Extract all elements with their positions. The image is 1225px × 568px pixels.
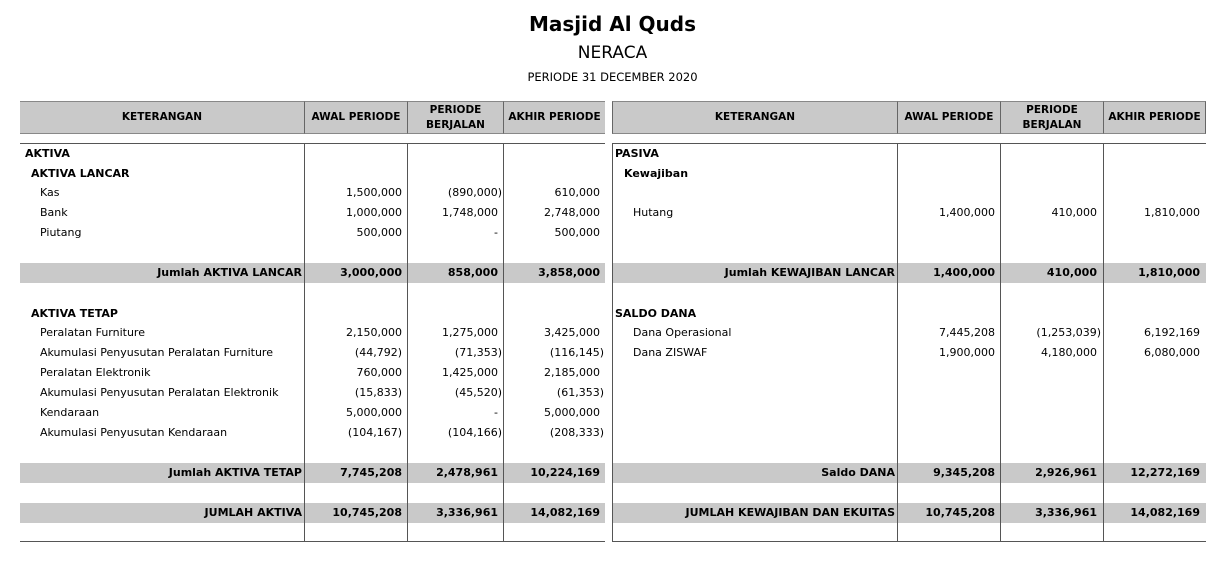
table-row: Hutang 1,400,000 410,000 1,810,000 [633,206,1200,219]
document-title: NERACA [577,43,648,63]
table-row: Akumulasi Penyusutan Peralatan Elektronik (15,833) (45,520) (61,353) [40,386,604,399]
subsection-title: SALDO DANA [615,307,697,320]
table-row: Piutang 500,000 - 500,000 [40,226,600,239]
table-row: Kas 1,500,000 (890,000) 610,000 [40,186,600,199]
col-header-closing: AKHIR PERIODE [1104,101,1206,134]
subtotal-row: Jumlah AKTIVA LANCAR 3,000,000 858,000 3,858,000 [157,266,600,279]
col-header-opening: AWAL PERIODE [898,101,1001,134]
table-row: Kendaraan 5,000,000 - 5,000,000 [40,406,600,419]
liabilities-table [612,101,1206,543]
table-row: Akumulasi Penyusutan Peralatan Furniture (44,792) (71,353) (116,145) [40,346,604,359]
table-row: Bank 1,000,000 1,748,000 2,748,000 [40,206,600,219]
col-header-description: KETERANGAN [20,101,305,134]
table-row: Akumulasi Penyusutan Kendaraan (104,167) (104,166) (208,333) [40,426,604,439]
col-header-current: PERIODE BERJALAN [1001,101,1104,134]
grand-total-row: JUMLAH KEWAJIBAN DAN EKUITAS 10,745,208 3,336,961 14,082,169 [685,506,1200,519]
section-title: PASIVA [615,147,659,160]
col-header-current: PERIODE BERJALAN [408,101,504,134]
subtotal-row: Saldo DANA 9,345,208 2,926,961 12,272,169 [821,466,1200,479]
col-header-description: KETERANGAN [612,101,898,134]
col-header-closing: AKHIR PERIODE [504,101,605,134]
table-row: Dana Operasional 7,445,208 (1,253,039) 6,192,169 [633,326,1200,339]
organization-title: Masjid Al Quds [528,12,697,36]
assets-table [20,101,605,543]
table-row: Peralatan Furniture 2,150,000 1,275,000 3,425,000 [40,326,600,339]
subsection-title: AKTIVA TETAP [31,307,118,320]
period-label: PERIODE 31 DECEMBER 2020 [527,70,698,84]
grand-total-row: JUMLAH AKTIVA 10,745,208 3,336,961 14,082,169 [204,506,600,519]
subtotal-row: Jumlah AKTIVA TETAP 7,745,208 2,478,961 10,224,169 [168,466,600,479]
subtotal-row: Jumlah KEWAJIBAN LANCAR 1,400,000 410,000 1,810,000 [724,266,1200,279]
table-row: Peralatan Elektronik 760,000 1,425,000 2,185,000 [40,366,600,379]
subsection-title: Kewajiban [624,167,689,180]
col-header-opening: AWAL PERIODE [305,101,408,134]
subsection-title: AKTIVA LANCAR [31,167,130,180]
section-title: AKTIVA [25,147,70,160]
table-row: Dana ZISWAF 1,900,000 4,180,000 6,080,000 [633,346,1200,359]
